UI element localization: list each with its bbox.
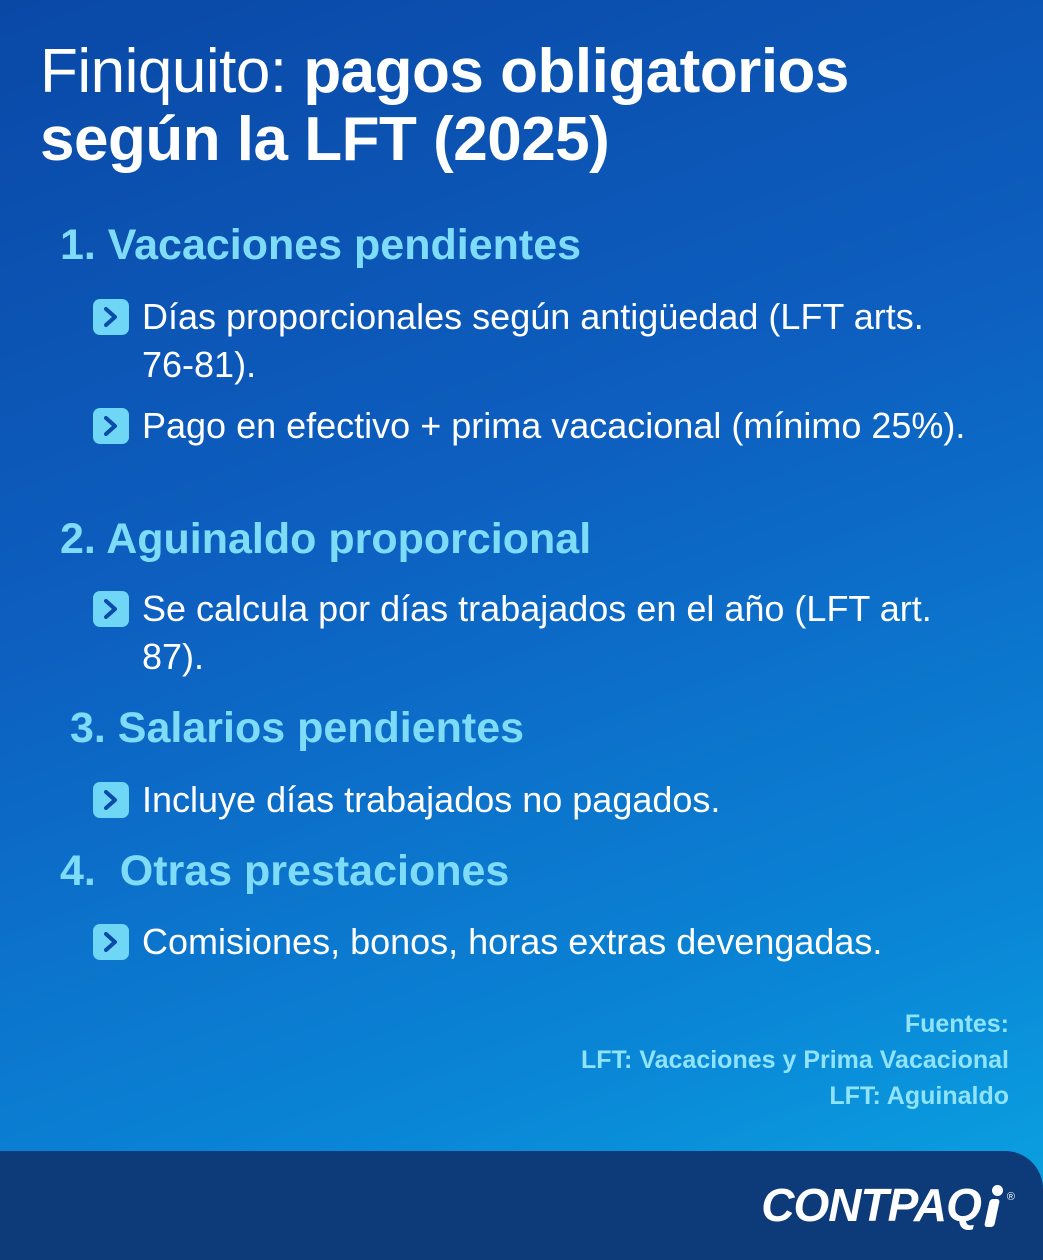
registered-mark: ® [1006, 1191, 1015, 1203]
chevron-right-icon [93, 408, 129, 444]
chevron-right-icon [93, 782, 129, 818]
section-heading-vacaciones: 1. Vacaciones pendientes [60, 221, 582, 269]
bullet-text: Pago en efectivo + prima vacacional (mínimo 25%). [142, 405, 966, 446]
bullet-text: Se calcula por días trabajados en el año (LFT art. 87). [142, 588, 932, 677]
list-item [93, 918, 973, 966]
list-item [93, 776, 973, 824]
source-link[interactable]: LFT: Aguinaldo [829, 1082, 1009, 1110]
chevron-right-icon [93, 924, 129, 960]
sources-block [581, 1006, 1009, 1114]
footer-bar [0, 1151, 1043, 1260]
list-item [93, 585, 973, 681]
sources-heading: Fuentes: [904, 1010, 1009, 1038]
bullet-text: Comisiones, bonos, horas extras devengadas. [142, 921, 883, 962]
page-title [40, 38, 1020, 174]
title-bold: pagos obligatorios según la LFT (2025) [40, 37, 849, 174]
list-item [93, 402, 973, 450]
section-heading-aguinaldo: 2. Aguinaldo proporcional [60, 515, 592, 563]
section-heading-salarios: 3. Salarios pendientes [70, 704, 525, 752]
brand-logo [761, 1179, 1015, 1231]
title-light: Finiquito: [40, 37, 287, 106]
brand-name: CONTPAQ [761, 1179, 981, 1231]
bullet-text: Incluye días trabajados no pagados. [142, 779, 721, 820]
section-heading-otras: 4. Otras prestaciones [60, 847, 510, 895]
brand-i-mark [984, 1185, 1006, 1231]
chevron-right-icon [93, 299, 129, 335]
list-item [93, 293, 973, 389]
bullet-text: Días proporcionales según antigüedad (LFT arts. 76-81). [142, 296, 924, 385]
source-link[interactable]: LFT: Vacaciones y Prima Vacacional [581, 1046, 1009, 1074]
chevron-right-icon [93, 591, 129, 627]
